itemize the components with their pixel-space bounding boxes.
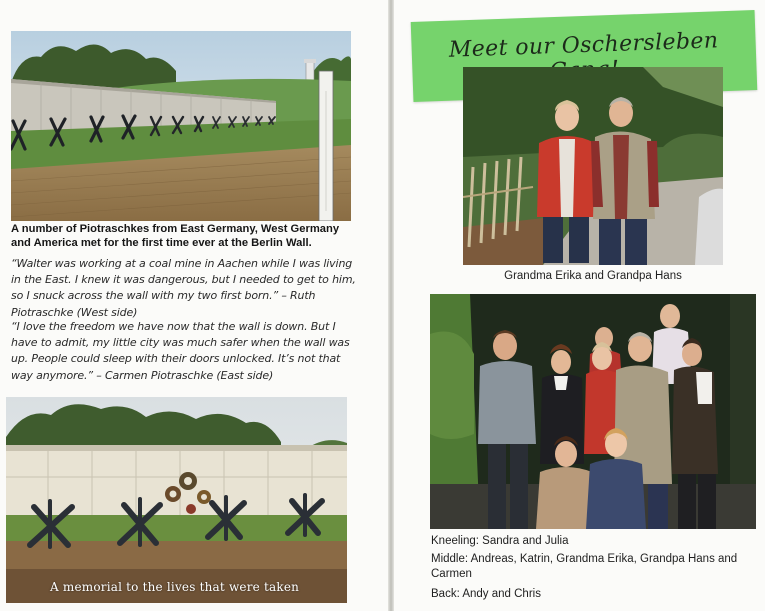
middle-label: Middle: [431,553,469,565]
wall-memorial-photo [6,397,347,603]
berlin-wall-photo [11,31,351,221]
grandparents-photo [463,67,723,265]
back-caption [431,587,761,602]
quote-carmen: “I love the freedom we have now that the wall is down. But I have to admit, my little city was much safer when the wall was up. People could sleep with their doors unlocked. It’s not that way anymore.” – Carmen Piotraschke (East side) [11,320,350,382]
middle-caption [431,552,761,582]
grandparents-caption: Grandma Erika and Grandpa Hans [504,270,682,282]
reunion-caption: A number of Piotraschkes from East Germany, West Germany and America met for the first time ever at the Berlin Wall. [11,223,340,249]
kneeling-caption [431,534,761,549]
banner-title: Meet our Oschersleben [448,28,719,63]
family-group-photo [430,294,756,529]
back-label: Back: [431,588,460,600]
memorial-caption: A memorial to the lives that were taken [50,580,300,594]
back-names: Andy and Chris [462,588,541,600]
kneeling-names: Sandra and Julia [482,535,569,547]
middle-names: Andreas, Katrin, Grandma Erika, Grandpa Hans and Carmen [431,553,738,580]
quote-ruth: “Walter was working at a coal mine in Aachen while I was living in the East. I knew it was dangerous, but I needed to get to him, so I snuck across the wall with my two first born.” – Ruth Piotraschke (West side) [11,257,356,319]
kneeling-label: Kneeling: [431,535,479,547]
